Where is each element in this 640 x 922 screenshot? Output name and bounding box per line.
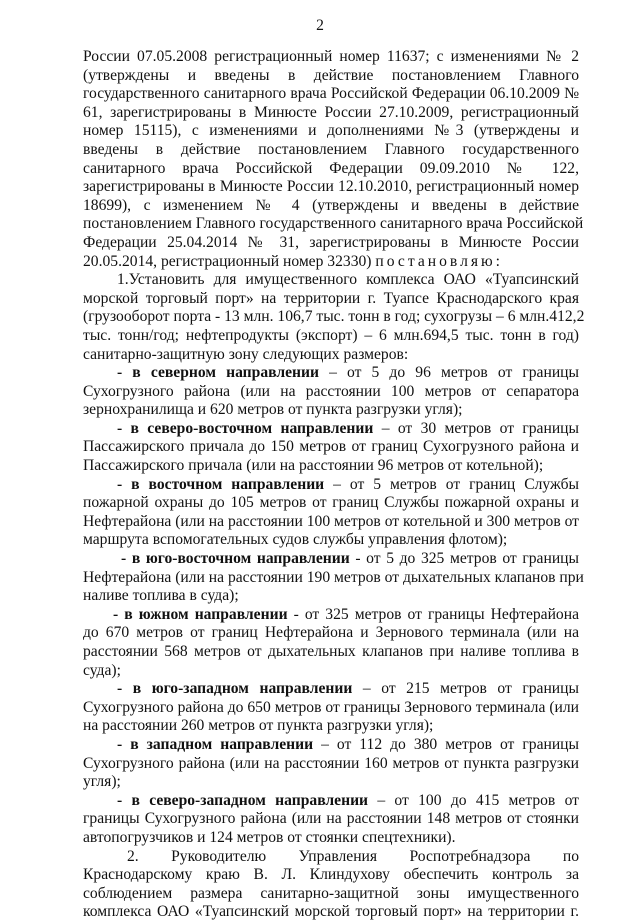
text-line (83, 67, 579, 86)
text-run: на расстоянии 260 метров от пункта разгрузки угля); (83, 717, 434, 735)
text-run: 1.Установить для имущественного комплекса ОАО «Туапсинский (117, 271, 579, 289)
text-line (83, 624, 579, 643)
bold-phrase: - в северо-восточном направлении (117, 419, 374, 437)
text-line (83, 364, 579, 383)
bold-phrase: - в западном направлении (117, 735, 314, 753)
bold-phrase: - в юго-восточном направлении (121, 550, 350, 568)
text-run: морской торговый порт» на территории г. Туапсе Краснодарского края (83, 289, 579, 307)
text-run: суда); (83, 661, 121, 679)
text-line (83, 327, 579, 346)
text-line (83, 494, 579, 513)
text-line (83, 122, 579, 141)
text-run: 18699), с изменением № 4 (утверждены и введены в действие (83, 196, 579, 214)
text-line (83, 885, 579, 904)
text-run: государственного санитарного врача Российской Федерации 06.10.2009 № (83, 85, 579, 103)
text-run: (грузооборот порта - 13 млн. 106,7 тыс. тонн в год; сухогрузы – 6 млн.412,2 (83, 308, 585, 326)
text-line (83, 699, 579, 718)
text-line (83, 866, 579, 885)
text-run: – от 5 до 96 метров от границы (318, 364, 579, 382)
text-line (83, 308, 585, 327)
text-run: – от 5 метров от границ Службы (324, 475, 579, 493)
text-line (83, 792, 579, 811)
text-line (83, 810, 579, 829)
text-run: Федерации 25.04.2014 № 31, зарегистрированы в Минюсте России (83, 233, 579, 251)
text-run: (утверждены и введены в действие постановлением Главного (83, 66, 579, 84)
text-line (83, 587, 579, 606)
text-run: Сухогрузного района (или на расстоянии 100 метров от сепаратора (83, 382, 579, 400)
text-run: тыс. тонн/год; нефтепродукты (экспорт) – 6 млн.694,5 тыс. тонн в год) (83, 326, 579, 344)
bold-phrase: - в северном направлении (117, 364, 319, 382)
bold-phrase: - в южном направлении (113, 605, 288, 623)
text-run: Нефтерайона (или на расстоянии 190 метров от дыхательных клапанов при (83, 568, 584, 586)
text-line (83, 178, 579, 197)
text-run: зарегистрированы в Минюсте России 12.10.2010, регистрационный номер (83, 178, 579, 196)
page-number: 2 (316, 17, 324, 34)
text-run: - от 5 до 325 метров от границы (349, 550, 579, 568)
text-line (83, 773, 579, 792)
text-run: соблюдением размера санитарно-защитной зоны имущественного (83, 884, 579, 902)
text-line (83, 420, 579, 439)
text-run: санитарного врача Российской Федерации 09.09.2010 № 122, (83, 159, 579, 177)
bold-phrase: - в северо-западном направлении (117, 791, 369, 809)
text-run: угля); (83, 773, 121, 791)
text-line (83, 383, 579, 402)
text-line (83, 848, 579, 867)
text-line (83, 513, 579, 532)
text-line (83, 85, 579, 104)
text-run: Пассажирского причала до 150 метров от границ Сухогрузного района и (83, 438, 579, 456)
text-run: 61, зарегистрированы в Минюсте России 27.10.2009, регистрационный (83, 103, 579, 121)
text-line (83, 197, 579, 216)
text-line (83, 531, 579, 550)
text-run: автопогрузчиков и 124 метров от стоянки спецтехники). (83, 828, 456, 846)
text-line (83, 903, 579, 922)
text-run: введены в действие постановлением Главного государственного (83, 140, 579, 158)
text-line (83, 346, 579, 365)
text-run: – от 215 метров от границы (352, 680, 579, 698)
text-run: границы Сухогрузного района (или на расстоянии 148 метров от стоянки (83, 810, 579, 828)
text-line (83, 104, 579, 123)
text-line (83, 457, 579, 476)
text-run: – от 100 до 415 метров от (368, 791, 579, 809)
text-run: Краснодарскому краю В. Л. Клиндухову обеспечить контроль за (83, 866, 579, 884)
text-run: Нефтерайона (или на расстоянии 100 метров от котельной и 300 метров от (83, 512, 579, 530)
text-run: наливе топлива в суда); (83, 587, 239, 605)
text-run: пожарной охраны до 105 метров от границ Службы пожарной охраны и (83, 494, 579, 512)
text-line (83, 476, 579, 495)
text-line (83, 643, 579, 662)
text-line (83, 253, 579, 272)
text-line (83, 160, 579, 179)
text-run: Сухогрузного района (или на расстоянии 160 метров от пункта разгрузки (83, 754, 579, 772)
text-run: России 07.05.2008 регистрационный номер 11637; с изменениями № 2 (83, 48, 579, 65)
text-line (83, 234, 579, 253)
text-run: 20.05.2014, регистрационный номер 32330) (83, 252, 376, 270)
text-line (83, 606, 579, 625)
text-line (83, 717, 579, 736)
text-line (83, 550, 579, 569)
text-line (83, 141, 579, 160)
text-run: – от 112 до 380 метров от границы (313, 735, 579, 753)
text-line (83, 215, 584, 234)
text-run: расстоянии 568 метров от дыхательных клапанов при наливе топлива в (83, 643, 579, 660)
text-run: комплекса ОАО «Туапсинский морской торговый порт» на территории г. (83, 903, 579, 921)
text-line (83, 438, 579, 457)
text-run: постановлением Главного государственного санитарного врача Российской (83, 215, 584, 233)
text-run: номер 15115), с изменениями и дополнениями №3 (утверждены и (83, 122, 579, 140)
text-line (83, 401, 579, 420)
text-run: маршрута вспомогательных судов службы управления флотом); (83, 531, 508, 549)
text-run: зернохранилища и 620 метров от пункта разгрузки угля); (83, 401, 463, 419)
text-line (83, 736, 579, 755)
text-run: – от 30 метров от границы (373, 419, 579, 437)
text-line (83, 829, 579, 848)
text-run: до 670 метров от границ Нефтерайона и Зернового терминала (или на (83, 624, 579, 642)
text-line (83, 271, 579, 290)
bold-phrase: - в восточном направлении (117, 475, 325, 493)
text-line (83, 680, 579, 699)
document-body (83, 48, 585, 922)
text-line (83, 755, 579, 774)
bold-phrase: - в юго-западном направлении (117, 680, 353, 698)
text-run: постановляю: (375, 252, 504, 270)
text-line (83, 568, 584, 588)
text-line (83, 662, 579, 681)
text-run: Пассажирского причала (или на расстоянии 96 метров от котельной); (83, 457, 544, 475)
text-line (83, 48, 579, 67)
text-run: - от 325 метров от границы Нефтерайона (287, 605, 579, 623)
text-line (83, 290, 579, 309)
text-run: 2. Руководителю Управления Роспотребнадзора по (127, 847, 579, 865)
text-run: санитарно-защитную зону следующих размеров: (83, 345, 409, 363)
text-run: Сухогрузного района до 650 метров от границы Зернового терминала (или (83, 698, 579, 716)
